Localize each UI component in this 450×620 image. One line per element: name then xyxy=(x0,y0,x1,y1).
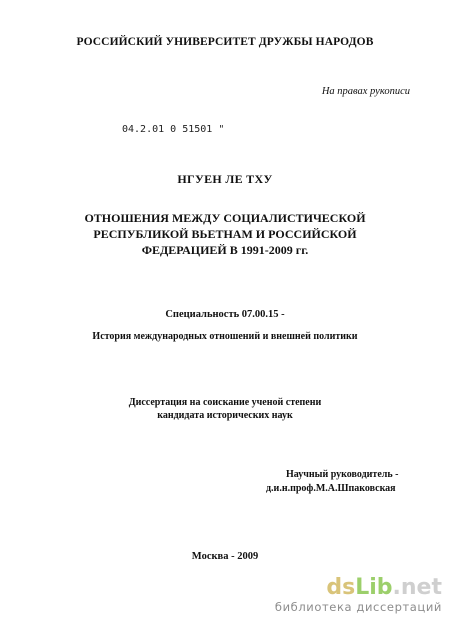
title-line: ФЕДЕРАЦИЕЙ В 1991-2009 гг. xyxy=(141,243,309,257)
watermark-ds: ds xyxy=(326,575,356,600)
rights-note: На правах рукописи xyxy=(321,86,410,97)
supervisor-label: Научный руководитель - xyxy=(286,469,399,480)
specialty-name: История международных отношений и внешней политики xyxy=(92,331,358,342)
title-line: РЕСПУБЛИКОЙ ВЬЕТНАМ И РОССИЙСКОЙ xyxy=(93,227,357,241)
specialty-code: Специальность 07.00.15 - xyxy=(165,309,285,320)
degree-line: кандидата исторических наук xyxy=(157,410,293,421)
degree-statement xyxy=(0,396,450,422)
watermark-lib: Lib xyxy=(355,575,393,600)
supervisor-block xyxy=(266,468,399,496)
watermark-slogan: библиотека диссертаций xyxy=(274,600,442,614)
title-line: ОТНОШЕНИЯ МЕЖДУ СОЦИАЛИСТИЧЕСКОЙ xyxy=(84,211,366,225)
degree-line: Диссертация на соискание ученой степени xyxy=(128,397,322,408)
supervisor-name: д.и.н.проф.М.А.Шпаковская xyxy=(266,483,396,494)
author-name: НГУЕН ЛЕ ТХУ xyxy=(177,172,273,186)
dissertation-title xyxy=(0,210,450,258)
dslib-watermark xyxy=(275,576,442,614)
catalog-code: 04.2.01 0 51501 " xyxy=(122,124,225,135)
watermark-net: .net xyxy=(392,575,442,600)
university-name: РОССИЙСКИЙ УНИВЕРСИТЕТ ДРУЖБЫ НАРОДОВ xyxy=(76,36,374,48)
watermark-logo xyxy=(275,576,442,600)
city-year: Москва - 2009 xyxy=(191,551,259,562)
